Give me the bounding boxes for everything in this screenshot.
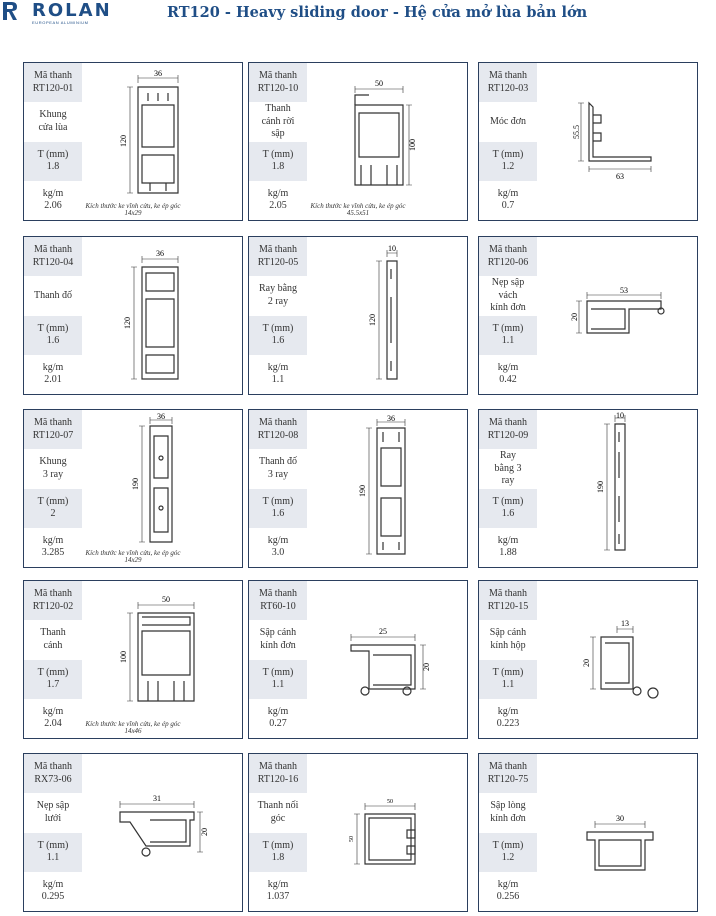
profile-code: RT120-01 [32, 82, 74, 94]
svg-text:10: 10 [388, 244, 396, 253]
weight-value: 3.0 [271, 547, 285, 559]
svg-text:31: 31 [153, 794, 161, 803]
profile-code: RT120-15 [487, 600, 529, 612]
svg-text:20: 20 [570, 313, 579, 321]
profile-code: RT120-05 [257, 256, 299, 268]
profile-card-rt120-01 [23, 62, 243, 221]
profile-card-rt120-16: Mã thanh RT120-16 Thanh nối góc T (mm) 1.8 kg/m 1.037 50 50 [248, 753, 468, 912]
profile-drawing [311, 583, 465, 735]
svg-text:20: 20 [200, 828, 209, 836]
thickness-value: 1.1 [271, 679, 285, 691]
profile-drawing [86, 583, 240, 735]
profile-card-rt120-75: Mã thanh RT120-75 Sập lòng kính đơn T (mm) 1.2 kg/m 0.256 30 [478, 753, 698, 912]
profile-code: RT120-03 [487, 82, 529, 94]
profile-name: Sập cánh kính hộp [489, 627, 527, 651]
weight-value: 0.7 [501, 200, 515, 212]
corner-key-note: Kích thước ke vĩnh cửu, ke ép góc 14x29 [85, 201, 181, 218]
svg-text:50: 50 [349, 836, 355, 842]
thickness-value: 1.6 [501, 508, 515, 520]
profile-card-rt120-15: Mã thanh RT120-15 Sập cánh kính hộp T (mm) 1.1 kg/m 0.223 13 20 [478, 580, 698, 739]
brand-tagline: EUROPEAN ALUMINIUM [32, 20, 89, 25]
profile-name: Thanh cánh [40, 627, 66, 651]
thickness-value: 1.6 [46, 335, 60, 347]
profile-drawing [311, 239, 465, 391]
thickness-value: 2 [50, 508, 56, 520]
svg-text:53: 53 [620, 286, 628, 295]
profile-name: Sập cánh kính đơn [259, 627, 297, 651]
corner-key-note: Kích thước ke vĩnh cửu, ke ép góc 14x29 [85, 548, 181, 565]
profile-drawing [541, 756, 695, 908]
svg-text:120: 120 [123, 317, 132, 329]
profile-drawing [541, 65, 695, 217]
thickness-value: 1.1 [501, 335, 515, 347]
profile-name: Nẹp sập lưới [36, 800, 70, 824]
profile-card-rt120-07: Mã thanh RT120-07 Khung 3 ray T (mm) 2 kg/m 3.285 36 190 Kích thước ke vĩnh cửu, ke ép góc 14x29 [23, 409, 243, 568]
svg-text:20: 20 [422, 663, 431, 671]
profile-code: RX73-06 [34, 773, 72, 785]
svg-text:36: 36 [156, 249, 164, 258]
profile-drawing [86, 65, 240, 217]
weight-value: 0.256 [496, 891, 520, 903]
profile-card-rt120-02: Mã thanh RT120-02 Thanh cánh T (mm) 1.7 kg/m 2.04 50 100 Kích thước ke vĩnh cửu, ke ép góc 14x46 [23, 580, 243, 739]
page-title: RT120 - Heavy sliding door - Hệ cửa mở lùa bản lớn [167, 4, 588, 21]
svg-text:190: 190 [131, 478, 140, 490]
svg-text:120: 120 [368, 314, 377, 326]
thickness-value: 1.2 [501, 852, 515, 864]
weight-value: 2.06 [44, 200, 62, 212]
weight-value: 2.05 [269, 200, 287, 212]
profile-drawing [86, 239, 240, 391]
thickness-value: 1.8 [46, 161, 60, 173]
weight-value: 1.037 [266, 891, 290, 903]
thickness-cell: T (mm) 1.8 [24, 142, 82, 181]
profile-drawing [541, 412, 695, 564]
svg-text:20: 20 [582, 659, 591, 667]
profile-code: RT120-08 [257, 429, 299, 441]
svg-text:36: 36 [387, 414, 395, 423]
profile-name: Nẹp sập vách kính đơn [490, 277, 526, 314]
profile-code: RT120-06 [487, 256, 529, 268]
svg-text:55.5: 55.5 [572, 125, 581, 139]
svg-text:190: 190 [596, 481, 605, 493]
profile-name: Móc đơn [489, 115, 527, 127]
profile-name: Thanh đố 3 ray [258, 456, 298, 480]
profile-drawing [541, 239, 695, 391]
weight-value: 0.223 [496, 718, 520, 730]
profile-drawing [86, 412, 240, 564]
thickness-value: 1.8 [271, 852, 285, 864]
svg-text:100: 100 [408, 139, 417, 151]
weight-value: 0.295 [41, 891, 65, 903]
profile-code: RT120-07 [32, 429, 74, 441]
svg-text:50: 50 [387, 799, 393, 805]
profile-drawing [541, 583, 695, 735]
svg-text:190: 190 [358, 485, 367, 497]
profile-code: RT120-75 [487, 773, 529, 785]
profile-code: RT120-02 [32, 600, 74, 612]
svg-text:30: 30 [616, 814, 624, 823]
profile-code: RT120-09 [487, 429, 529, 441]
weight-value: 1.1 [271, 374, 285, 386]
profile-drawing [311, 65, 465, 217]
svg-text:50: 50 [162, 595, 170, 604]
profile-card-rx73-06: Mã thanh RX73-06 Nẹp sập lưới T (mm) 1.1 kg/m 0.295 31 20 [23, 753, 243, 912]
svg-text:25: 25 [379, 627, 387, 636]
weight-value: 0.27 [269, 718, 287, 730]
name-cell [24, 102, 82, 141]
profile-card-rt120-10: Mã thanh RT120-10 Thanh cánh rời sập T (mm) 1.8 kg/m 2.05 50 100 Kích thước ke vĩnh cửu, ke ép góc 45.5x51 [248, 62, 468, 221]
profile-name: Khung 3 ray [39, 456, 67, 480]
weight-value: 2.04 [44, 718, 62, 730]
profile-drawing [311, 412, 465, 564]
svg-text:10: 10 [616, 412, 624, 420]
profile-code: RT120-04 [32, 256, 74, 268]
thickness-value: 1.7 [46, 679, 60, 691]
brand-logo [2, 0, 142, 28]
thickness-value: 1.2 [501, 161, 515, 173]
profile-drawing [311, 756, 465, 908]
logo-mark-icon [2, 1, 18, 21]
profile-card-rt120-09: Mã thanh RT120-09 Ray bằng 3 ray T (mm) 1.6 kg/m 1.88 10 190 [478, 409, 698, 568]
profile-card-rt120-04: Mã thanh RT120-04 Thanh đố T (mm) 1.6 kg/m 2.01 36 120 [23, 236, 243, 395]
thickness-value: 1.8 [271, 161, 285, 173]
svg-text:50: 50 [375, 79, 383, 88]
thickness-value: 1.6 [271, 508, 285, 520]
profile-card-rt120-03: Mã thanh RT120-03 Móc đơn T (mm) 1.2 kg/m 0.7 63 55.5 [478, 62, 698, 221]
page-header [0, 0, 716, 30]
profile-name: Thanh đố [33, 289, 73, 301]
thickness-value: 1.1 [46, 852, 60, 864]
svg-text:36: 36 [157, 412, 165, 421]
dim-height: 120 [119, 135, 128, 147]
svg-text:63: 63 [616, 172, 624, 181]
profile-code: RT120-16 [257, 773, 299, 785]
thickness-value: 1.1 [501, 679, 515, 691]
profile-drawing [86, 756, 240, 908]
code-cell: Mã thanh RT120-01 [24, 63, 82, 102]
profile-code: RT120-10 [257, 82, 299, 94]
weight-value: 3.285 [41, 547, 65, 559]
profile-card-rt120-06: Mã thanh RT120-06 Nẹp sập vách kính đơn T (mm) 1.1 kg/m 0.42 53 20 [478, 236, 698, 395]
weight-value: 2.01 [44, 374, 62, 386]
weight-value: 1.88 [499, 547, 517, 559]
profile-card-rt120-08: Mã thanh RT120-08 Thanh đố 3 ray T (mm) 1.6 kg/m 3.0 36 190 [248, 409, 468, 568]
dim-width: 36 [154, 69, 162, 78]
profile-name: Sập lòng kính đơn [490, 800, 526, 824]
thickness-value: 1.6 [271, 335, 285, 347]
profile-name: Thanh nối góc [257, 800, 299, 824]
profile-name: Ray bằng 3 ray [494, 450, 522, 487]
corner-key-note: Kích thước ke vĩnh cửu, ke ép góc 14x46 [85, 719, 181, 736]
profile-name: Thanh cánh rời sập [261, 103, 295, 140]
profile-name: Ray bằng 2 ray [258, 283, 298, 307]
weight-value: 0.42 [499, 374, 517, 386]
svg-text:13: 13 [621, 619, 629, 628]
profile-card-rt60-10: Mã thanh RT60-10 Sập cánh kính đơn T (mm) 1.1 kg/m 0.27 25 20 [248, 580, 468, 739]
profile-code: RT60-10 [260, 600, 296, 612]
brand-name: ROLAN [32, 0, 112, 21]
profile-name: Khung cửa lùa [38, 109, 68, 133]
weight-cell: kg/m 2.06 [42, 187, 64, 212]
profile-card-rt120-05: Mã thanh RT120-05 Ray bằng 2 ray T (mm) 1.6 kg/m 1.1 10 120 [248, 236, 468, 395]
corner-key-note: Kích thước ke vĩnh cửu, ke ép góc 45.5x51 [310, 201, 406, 218]
svg-text:100: 100 [119, 651, 128, 663]
